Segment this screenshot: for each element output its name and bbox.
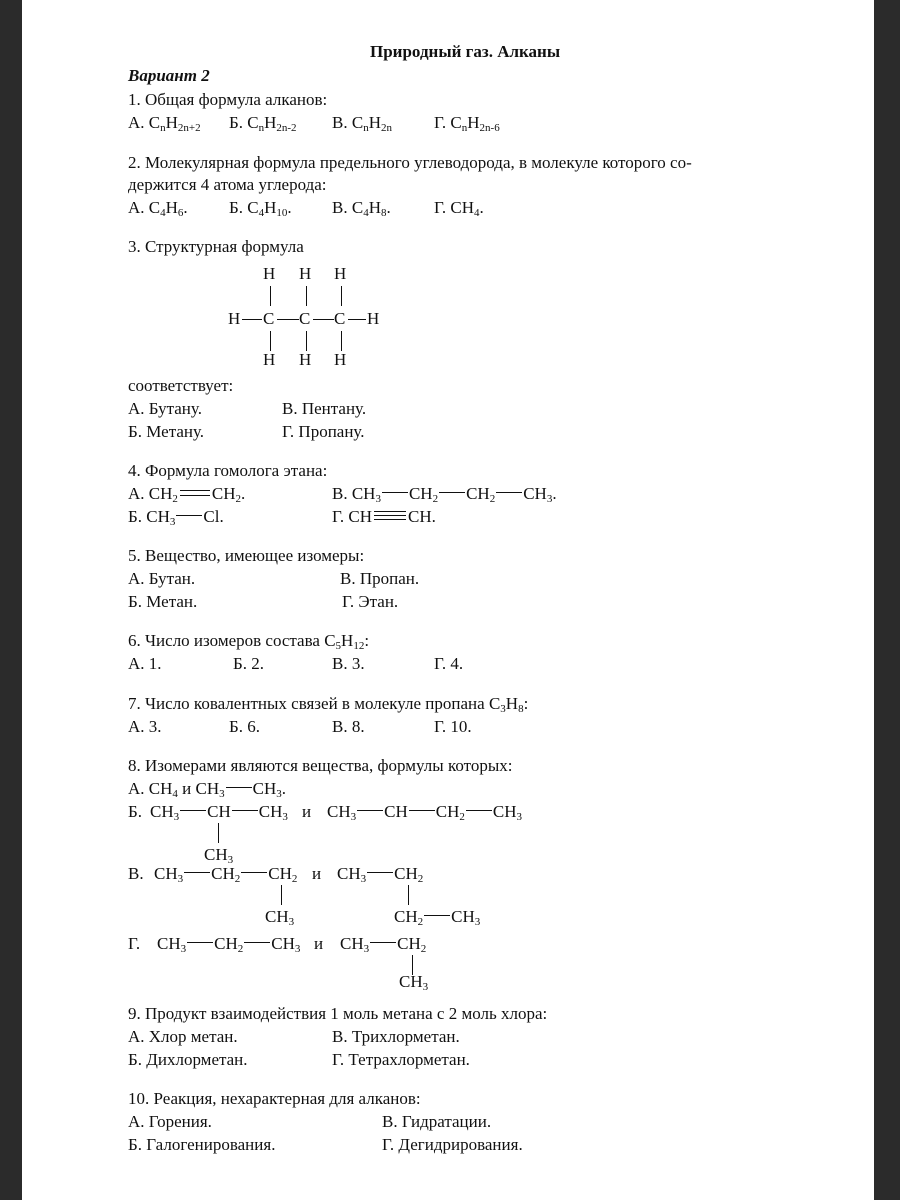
q9-option-v: В. Трихлорметан. — [332, 1027, 460, 1046]
formula-right: $CH_3$ CH $CH_2$ $CH_3$ — [327, 802, 522, 823]
bond — [313, 319, 334, 320]
variant-label: Вариант 2 — [128, 66, 210, 85]
question-3-continuation: соответствует: — [128, 376, 234, 395]
q5-option-b: Б. Метан. — [128, 592, 198, 611]
q7-option-v: В. 8. — [332, 717, 365, 736]
q7-option-g: Г. 10. — [434, 717, 472, 736]
q3-option-b: Б. Метану. — [128, 422, 205, 441]
question-6: 6. Число изомеров состава $C_5H_{12}$: — [128, 631, 370, 652]
formula-left: $CH_3$ $CH_2$ $CH_3$ — [157, 934, 301, 955]
q4-option-b: Б. $CH_3$ Cl. — [128, 507, 224, 528]
bond — [341, 331, 342, 351]
bond — [281, 885, 282, 905]
bond — [270, 286, 271, 306]
atom-c: C — [299, 309, 311, 328]
q5-option-g: Г. Этан. — [342, 592, 399, 611]
atom-h: H — [367, 309, 380, 328]
option-letter: Б. — [128, 802, 143, 821]
bond — [277, 319, 299, 320]
q8-option-a: А. $CH_4$ и $CH_3$ $CH_3$. — [128, 779, 286, 800]
q6-option-a: А. 1. — [128, 654, 162, 673]
formula-right: $CH_3$ $CH_2$ — [337, 864, 424, 885]
q5-option-a: А. Бутан. — [128, 569, 196, 588]
q9-option-g: Г. Тетрахлорметан. — [332, 1050, 470, 1069]
formula-right: $CH_3$ $CH_2$ — [340, 934, 427, 955]
question-2-line-2: держится 4 атома углерода: — [128, 175, 327, 194]
q2-option-a: А. $C_4H_6$. — [128, 198, 188, 219]
and-word: и — [314, 934, 324, 953]
formula-left: $CH_3$ CH $CH_3$ — [150, 802, 288, 823]
q10-option-v: В. Гидратации. — [382, 1112, 492, 1131]
q4-option-g: Г. CH CH. — [332, 507, 436, 526]
option-letter: В. — [128, 864, 144, 883]
and-word: и — [302, 802, 312, 821]
atom-h: H — [334, 350, 347, 369]
q1-option-a: А. $C_nH_{2n+2}$ — [128, 113, 201, 134]
page-title: Природный газ. Алканы — [370, 42, 561, 61]
atom-c: C — [263, 309, 275, 328]
question-9: 9. Продукт взаимодействия 1 моль метана с 2 моль хлора: — [128, 1004, 548, 1023]
q1-option-g: Г. $C_nH_{2n-6}$ — [434, 113, 500, 134]
atom-h: H — [299, 264, 312, 283]
bond — [408, 885, 409, 905]
and-word: и — [312, 864, 322, 883]
q2-option-b: Б. $C_4H_{10}$. — [229, 198, 292, 219]
question-5: 5. Вещество, имеющее изомеры: — [128, 546, 365, 565]
q10-option-g: Г. Дегидрирования. — [382, 1135, 523, 1154]
bond — [306, 331, 307, 351]
q9-option-b: Б. Дихлорметан. — [128, 1050, 248, 1069]
question-10: 10. Реакция, нехарактерная для алканов: — [128, 1089, 421, 1108]
q1-option-b: Б. $C_nH_{2n-2}$ — [229, 113, 297, 134]
bond — [270, 331, 271, 351]
q7-option-a: А. 3. — [128, 717, 162, 736]
q5-option-v: В. Пропан. — [340, 569, 420, 588]
bond — [242, 319, 262, 320]
q1-option-v: В. $C_nH_{2n}$ — [332, 113, 392, 134]
branch: $CH_3$ — [265, 907, 295, 928]
branch: $CH_2$ $CH_3$ — [394, 907, 481, 928]
question-7: 7. Число ковалентных связей в молекуле пропана $C_3H_8$: — [128, 694, 529, 715]
bond — [348, 319, 366, 320]
atom-h: H — [334, 264, 347, 283]
q6-option-g: Г. 4. — [434, 654, 464, 673]
triple-bond — [374, 511, 406, 520]
document-page — [22, 0, 874, 1200]
q4-option-a: А. $CH_2$ $CH_2$. — [128, 484, 246, 505]
atom-h: H — [263, 264, 276, 283]
atom-c: C — [334, 309, 346, 328]
q3-option-g: Г. Пропану. — [282, 422, 365, 441]
q4-option-v: В. $CH_3$ $CH_2$ $CH_2$ $CH_3$. — [332, 484, 557, 505]
q7-option-b: Б. 6. — [229, 717, 261, 736]
bond — [306, 286, 307, 306]
question-8: 8. Изомерами являются вещества, формулы которых: — [128, 756, 513, 775]
question-1: 1. Общая формула алканов: — [128, 90, 328, 109]
q2-option-g: Г. $CH_4$. — [434, 198, 484, 219]
q6-option-b: Б. 2. — [233, 654, 265, 673]
bond — [218, 823, 219, 843]
q10-option-b: Б. Галогенирования. — [128, 1135, 276, 1154]
formula-left: $CH_3$ $CH_2$ $CH_2$ — [154, 864, 298, 885]
q10-option-a: А. Горения. — [128, 1112, 212, 1131]
q2-option-v: В. $C_4H_8$. — [332, 198, 391, 219]
q9-option-a: А. Хлор метан. — [128, 1027, 238, 1046]
double-bond — [180, 490, 210, 496]
atom-h: H — [299, 350, 312, 369]
atom-h: H — [263, 350, 276, 369]
question-4: 4. Формула гомолога этана: — [128, 461, 328, 480]
question-3: 3. Структурная формула — [128, 237, 304, 256]
q6-option-v: В. 3. — [332, 654, 365, 673]
question-2-line-1: 2. Молекулярная формула предельного углеводорода, в молекуле которого со- — [128, 153, 692, 172]
branch: $CH_3$ — [204, 845, 234, 866]
q3-option-a: А. Бутану. — [128, 399, 202, 418]
atom-h: H — [228, 309, 241, 328]
bond — [341, 286, 342, 306]
q3-option-v: В. Пентану. — [282, 399, 367, 418]
branch: $CH_3$ — [399, 972, 429, 993]
option-letter: Г. — [128, 934, 141, 953]
